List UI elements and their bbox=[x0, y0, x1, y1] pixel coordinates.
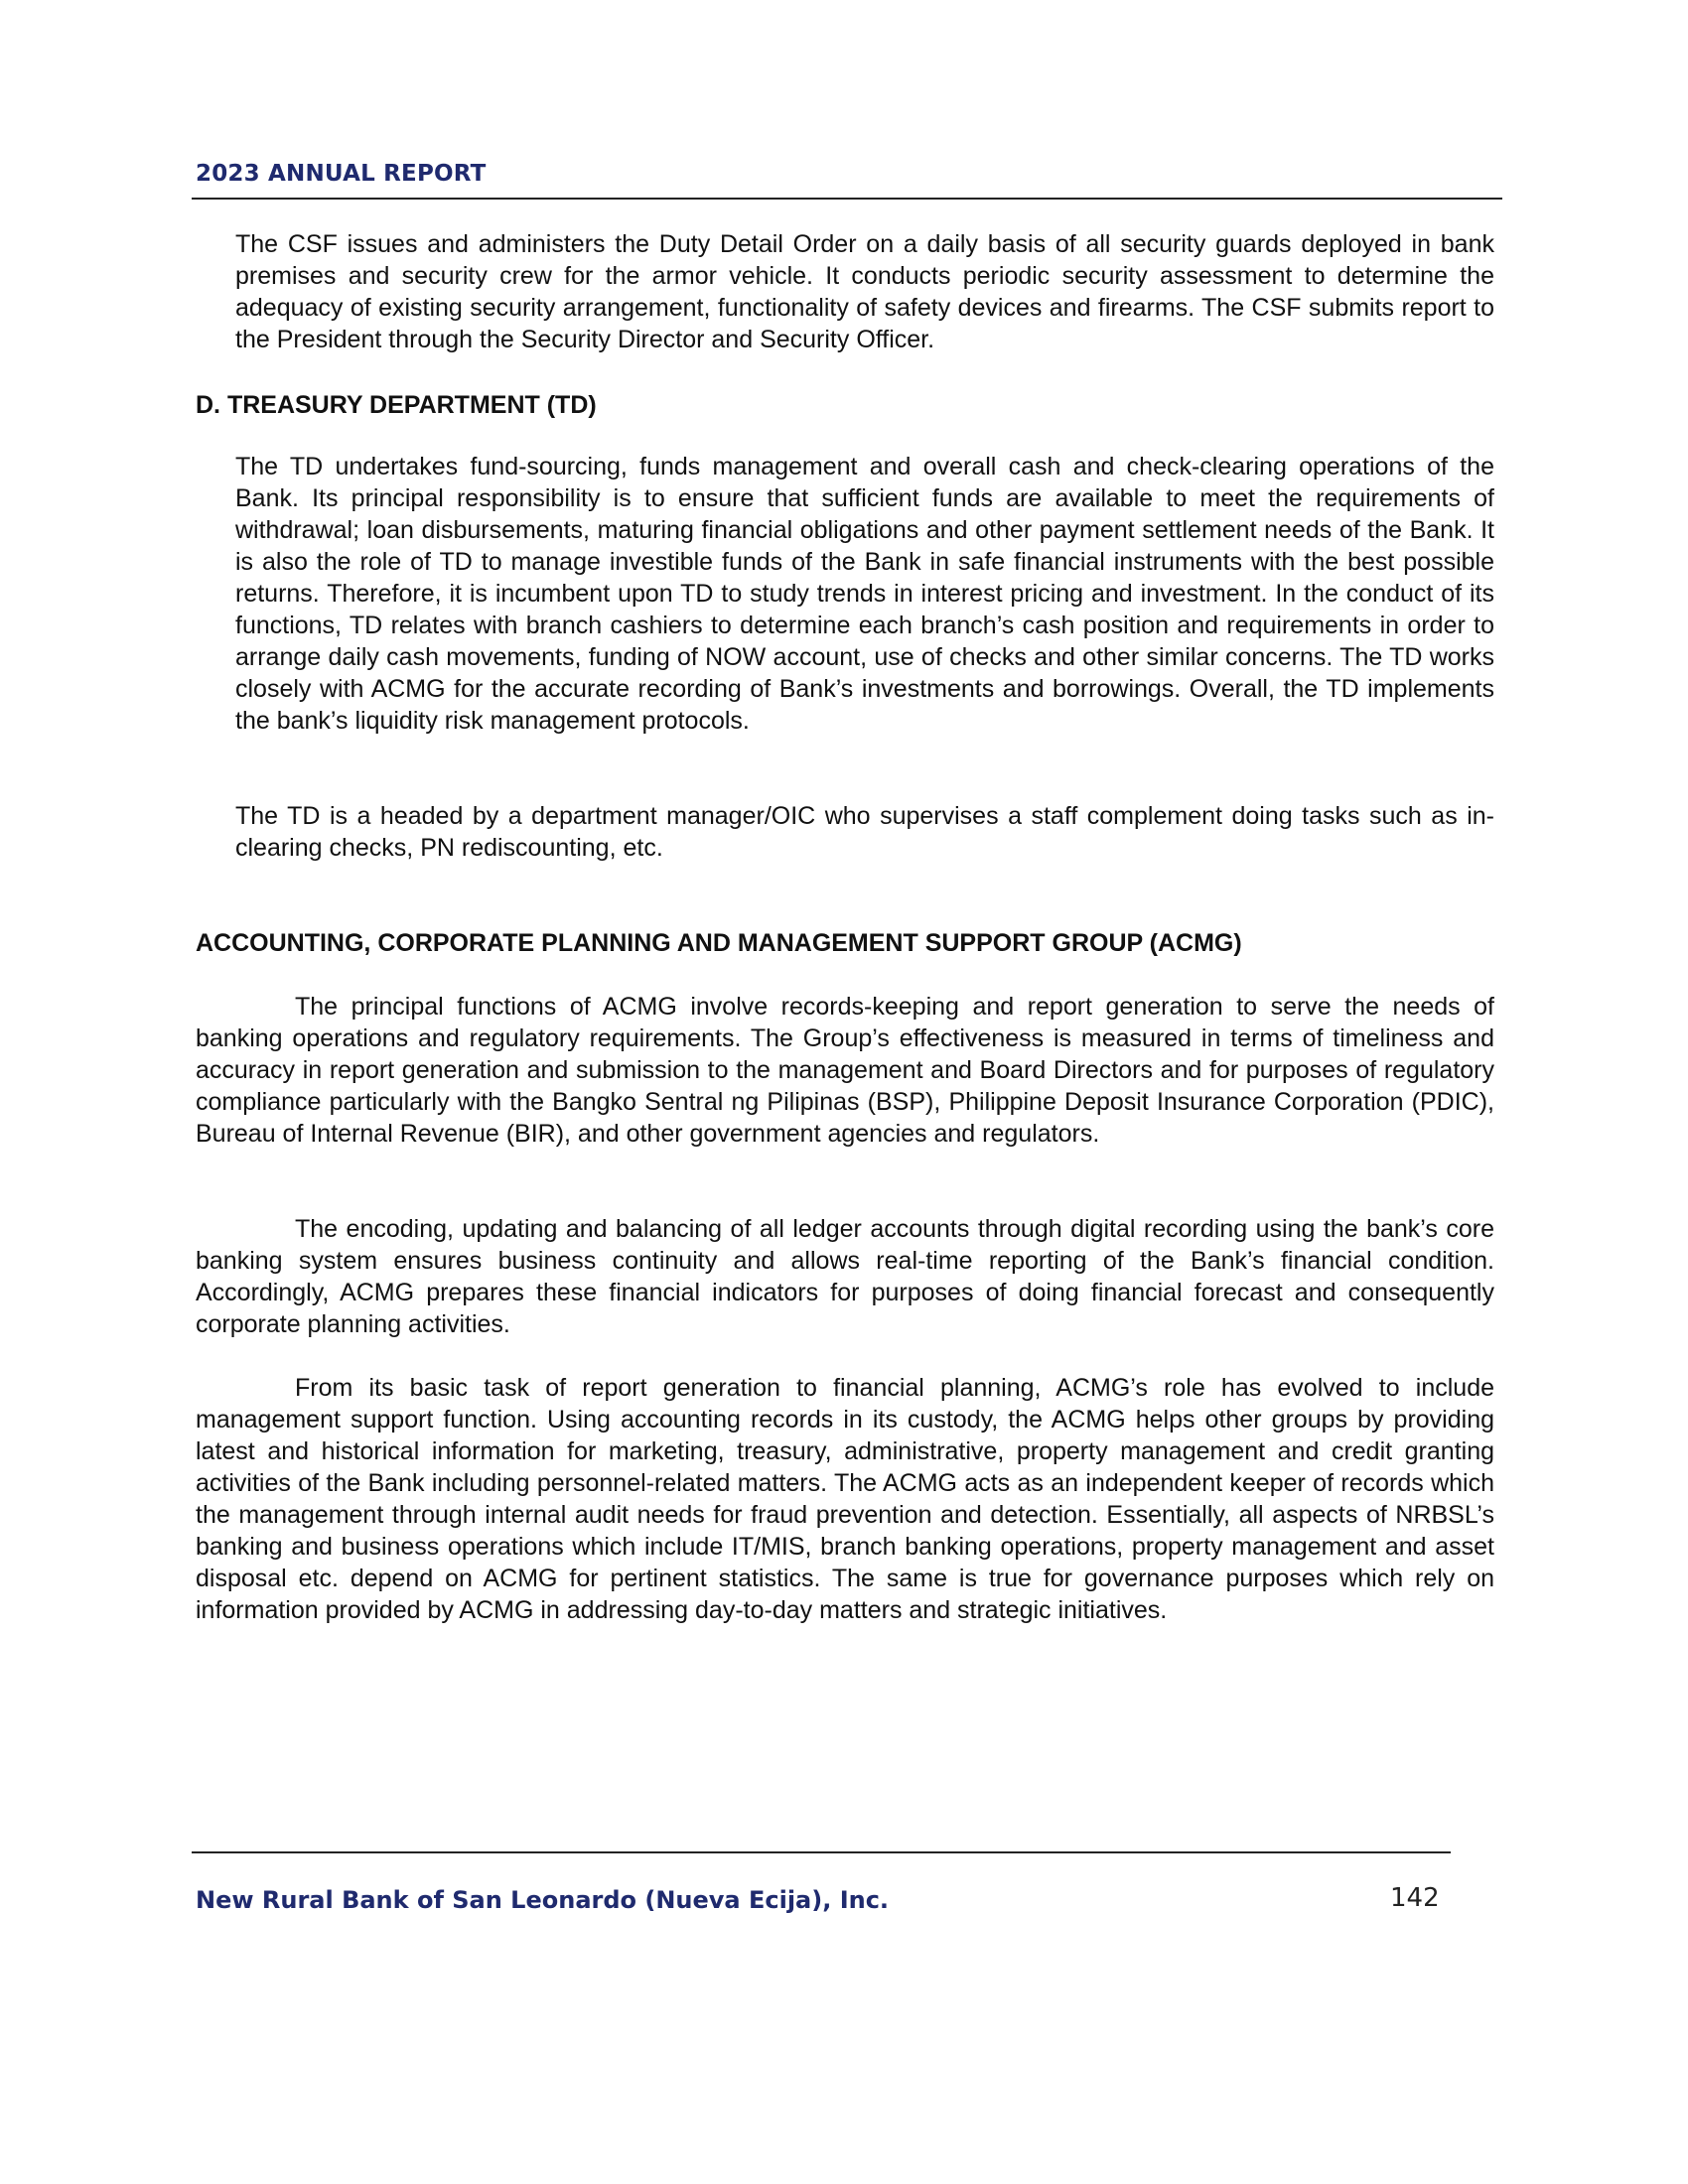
page-header-title: 2023 ANNUAL REPORT bbox=[196, 161, 487, 187]
acmg-paragraph-1: The principal functions of ACMG involve records-keeping and report generation to serve the needs of banking operations and regulatory requirements. The Group’s effectiveness is measured in terms of timeliness and accuracy in report generation and submission to the management and Board Directors and for purposes of regulatory compliance particularly with the Bangko Sentral ng Pilipinas (BSP), Philippine Deposit Insurance Corporation (PDIC), Bureau of Internal Revenue (BIR), and other government agencies and regulators. bbox=[196, 993, 1494, 1148]
acmg-paragraph-3: From its basic task of report generation to financial planning, ACMG’s role has evolved to include management support function. Using accounting records in its custody, the ACMG helps other groups by providing latest and historical information for marketing, treasury, administrative, property management and credit granting activities of the Bank including personnel-related matters. The ACMG acts as an independent keeper of records which the management through internal audit needs for fraud prevention and detection. Essentially, all aspects of NRBSL’s banking and business operations which include IT/MIS, branch banking operations, property management and asset disposal etc. depend on ACMG for pertinent statistics. The same is true for governance purposes which rely on information provided by ACMG in addressing day-to-day matters and strategic initiatives. bbox=[196, 1374, 1494, 1624]
treasury-paragraph-1: The TD undertakes fund-sourcing, funds management and overall cash and check-clearing operations of the Bank. Its principal responsibility is to ensure that sufficient funds are available to meet the requirements of withdrawal; loan disbursements, maturing financial obligations and other payment settlement needs of the Bank. It is also the role of TD to manage investible funds of the Bank in safe financial instruments with the best possible returns. Therefore, it is incumbent upon TD to study trends in interest pricing and investment. In the conduct of its functions, TD relates with branch cashiers to determine each branch’s cash position and requirements in order to arrange daily cash movements, funding of NOW account, use of checks and other similar concerns. The TD works closely with ACMG for the accurate recording of Bank’s investments and borrowings. Overall, the TD implements the bank’s liquidity risk management protocols. bbox=[235, 453, 1494, 735]
page-number: 142 bbox=[1390, 1883, 1440, 1913]
footer-divider bbox=[192, 1851, 1451, 1853]
footer-bank-name: New Rural Bank of San Leonardo (Nueva Ecija), Inc. bbox=[196, 1886, 890, 1914]
header-divider bbox=[192, 198, 1502, 200]
treasury-paragraph-2: The TD is a headed by a department manager/OIC who supervises a staff complement doing tasks such as in-clearing checks, PN rediscounting, etc. bbox=[235, 802, 1494, 862]
acmg-heading: ACCOUNTING, CORPORATE PLANNING AND MANAGEMENT SUPPORT GROUP (ACMG) bbox=[196, 929, 1242, 957]
csf-paragraph: The CSF issues and administers the Duty Detail Order on a daily basis of all security guards deployed in bank premises and security crew for the armor vehicle. It conducts periodic security assessment to determine the adequacy of existing security arrangement, functionality of safety devices and firearms. The CSF submits report to the President through the Security Director and Security Officer. bbox=[235, 230, 1494, 353]
acmg-paragraph-2: The encoding, updating and balancing of all ledger accounts through digital recording using the bank’s core banking system ensures business continuity and allows real-time reporting of the Bank’s financial condition. Accordingly, ACMG prepares these financial indicators for purposes of doing financial forecast and consequently corporate planning activities. bbox=[196, 1215, 1494, 1338]
treasury-department-heading: D. TREASURY DEPARTMENT (TD) bbox=[196, 391, 597, 419]
